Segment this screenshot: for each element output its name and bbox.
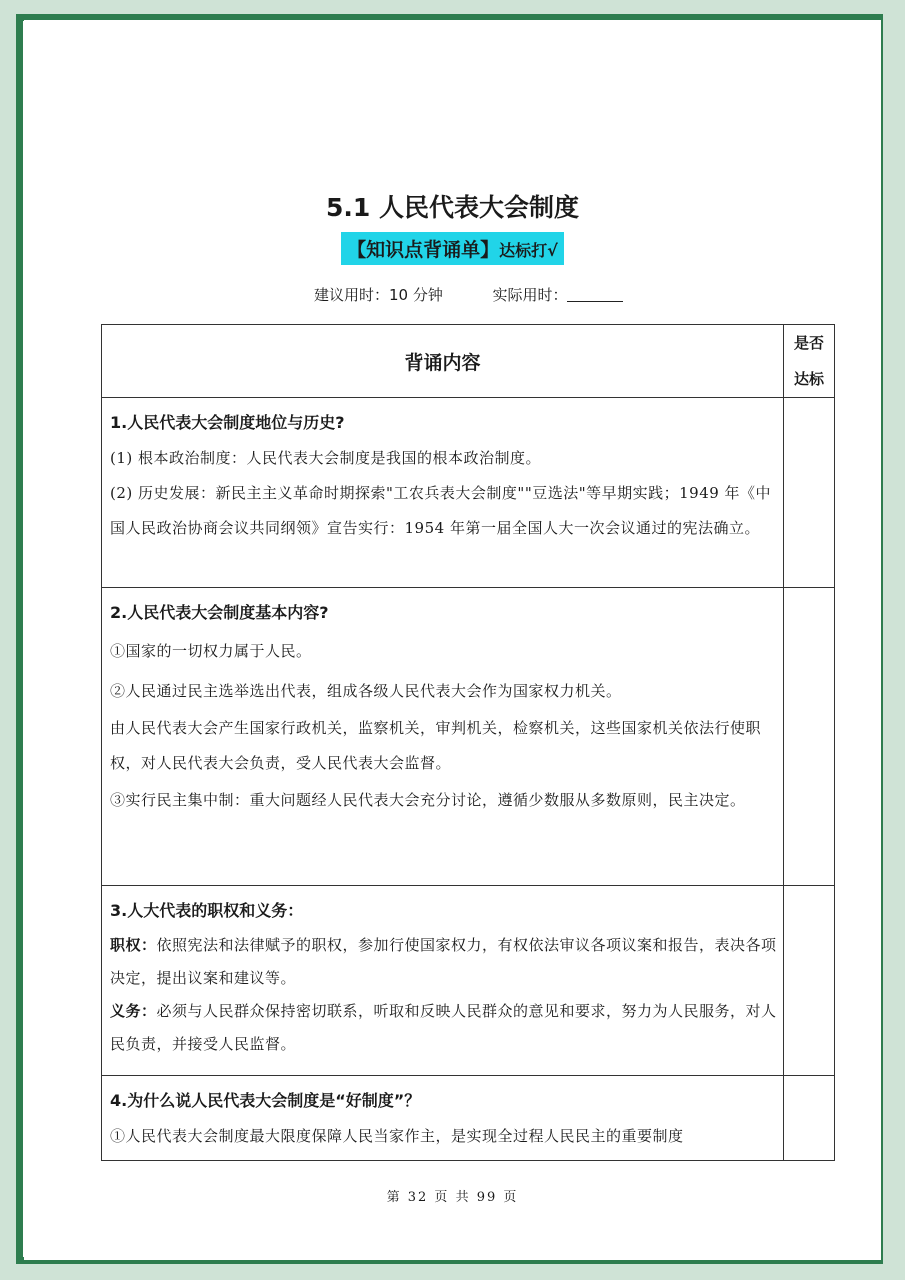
section-3-power (110, 929, 777, 995)
highlighted-subtitle (341, 232, 564, 265)
subtitle-suffix: 达标打√ (499, 241, 558, 260)
section-1-line-1: (1) 根本政治制度：人民代表大会制度是我国的根本政治制度。 (110, 449, 542, 467)
section-2-content (102, 588, 784, 886)
header-check (784, 325, 835, 398)
section-4-line-1: ①人民代表大会制度最大限度保障人民当家作主，是实现全过程人民民主的重要制度 (110, 1127, 684, 1145)
suggested-time-value: 10 分钟 (389, 286, 443, 304)
section-1-line-2: (2) 历史发展：新民主主义革命时期探索"工农兵表大会制度""豆选法"等早期实践；1949 年《中国人民政治协商会议共同纲领》宣告实行：1954 年第一届全国人大一次会议通过的宪法确立。 (110, 484, 772, 537)
actual-time-label: 实际用时： (492, 286, 568, 304)
section-1-content (102, 398, 784, 588)
power-text: 依照宪法和法律赋予的职权，参加行使国家权力，有权依法审议各项议案和报告，表决各项决定，提出议案和建议等。 (110, 936, 777, 987)
header-check-line2: 达标 (794, 370, 825, 388)
duty-label: 义务： (110, 1002, 157, 1020)
section-4-question: 4.为什么说人民代表大会制度是“好制度”？ (110, 1091, 421, 1110)
section-2-line-4: ③实行民主集中制：重大问题经人民代表大会充分讨论，遵循少数服从多数原则，民主决定。 (110, 791, 746, 809)
section-2-check-cell[interactable] (784, 588, 835, 886)
table-row (102, 588, 835, 886)
timing-line (314, 284, 623, 305)
page-title: 5.1 人民代表大会制度 (326, 193, 579, 222)
duty-text: 必须与人民群众保持密切联系，听取和反映人民群众的意见和要求，努力为人民服务，对人民负责，并接受人民监督。 (110, 1002, 777, 1053)
section-3-duty (110, 995, 777, 1061)
header-check-line1: 是否 (794, 334, 825, 352)
power-label: 职权： (110, 936, 157, 954)
subtitle-container (24, 232, 881, 265)
page-footer: 第 32 页 共 99 页 (386, 1190, 519, 1205)
actual-time-blank[interactable] (567, 287, 623, 302)
section-3-question: 3.人大代表的职权和义务： (110, 901, 304, 920)
subtitle-main: 【知识点背诵单】 (347, 239, 500, 261)
section-2-question: 2.人民代表大会制度基本内容? (110, 603, 329, 622)
section-2-line-1: ①国家的一切权力属于人民。 (110, 642, 312, 660)
section-4-check-cell[interactable] (784, 1076, 835, 1161)
section-4-content (102, 1076, 784, 1161)
header-content: 背诵内容 (102, 325, 784, 398)
section-2-line-2: ②人民通过民主选举选出代表，组成各级人民代表大会作为国家权力机关。 (110, 682, 622, 700)
table-row (102, 398, 835, 588)
document-page (24, 20, 881, 1260)
section-1-question: 1.人民代表大会制度地位与历史? (110, 413, 345, 432)
table-header-row (102, 325, 835, 398)
section-3-check-cell[interactable] (784, 886, 835, 1076)
recitation-table (101, 324, 835, 1161)
section-1-check-cell[interactable] (784, 398, 835, 588)
section-3-content (102, 886, 784, 1076)
table-row (102, 886, 835, 1076)
section-2-line-3: 由人民代表大会产生国家行政机关，监察机关，审判机关，检察机关，这些国家机关依法行使职权，对人民代表大会负责，受人民代表大会监督。 (110, 719, 762, 772)
table-row (102, 1076, 835, 1161)
suggested-time-label: 建议用时： (314, 286, 390, 304)
